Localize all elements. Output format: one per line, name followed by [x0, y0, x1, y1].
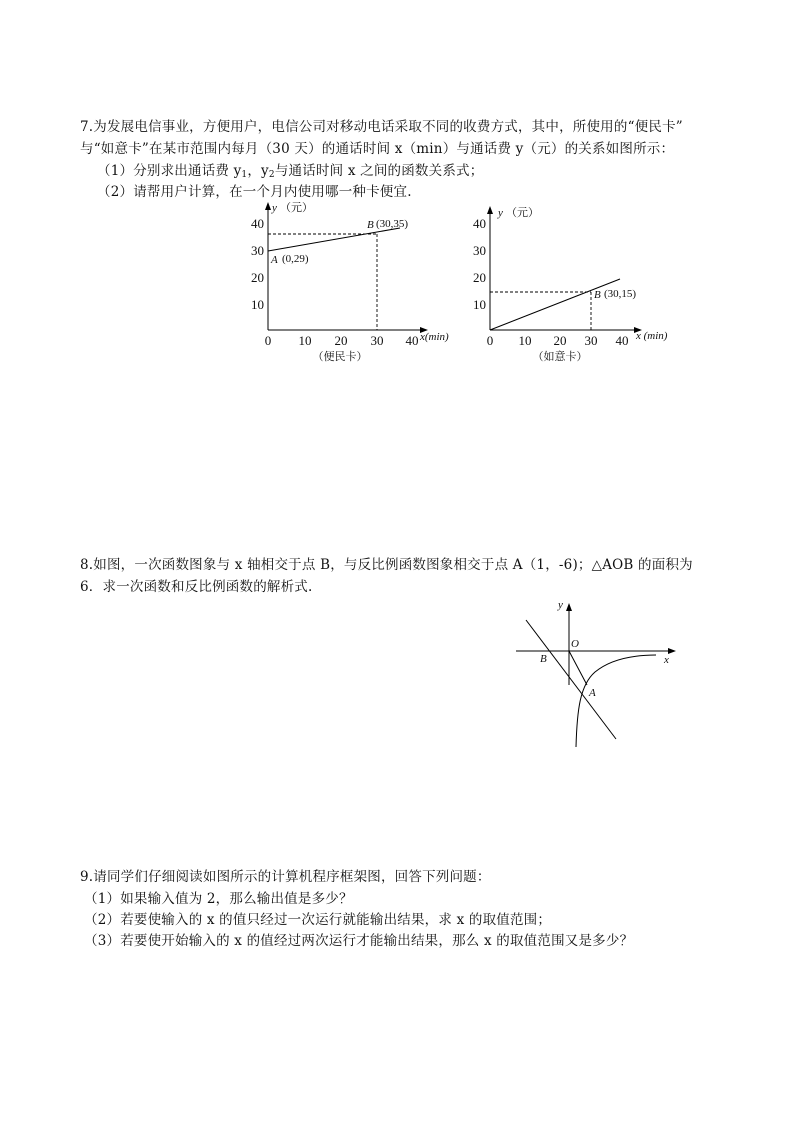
- x-tick: 10: [298, 333, 312, 348]
- q7-text-line2: 与“如意卡”在某市范围内每月（30 天）的通话时间 x（min）与通话费 y（元）的关系如图所示：: [80, 141, 675, 157]
- y-tick: 30: [251, 243, 264, 258]
- y-axis-label: y: [498, 207, 503, 219]
- y-tick: 10: [251, 297, 264, 312]
- y-tick: 10: [473, 297, 486, 312]
- point-a-coord: (0,29): [282, 253, 309, 265]
- x-tick: 20: [553, 333, 567, 348]
- y-tick: 40: [473, 216, 486, 231]
- x-tick: 40: [405, 333, 419, 348]
- x-tick: 0: [486, 333, 494, 348]
- y-axis-unit: （元）: [280, 202, 313, 214]
- graph-caption: （如意卡）: [532, 351, 588, 363]
- graph-caption: （便民卡）: [312, 351, 368, 363]
- q9-sub1: （1）如果输入值为 2，那么输出值是多少？: [84, 891, 353, 907]
- x-tick: 30: [584, 333, 598, 348]
- q7-graph-bianminka: [240, 198, 470, 370]
- x-tick: 0: [264, 333, 272, 348]
- point-b-label: B: [594, 289, 601, 301]
- point-a-label: A: [589, 687, 596, 699]
- y-tick: 40: [251, 216, 264, 231]
- point-a-label: A: [271, 254, 278, 266]
- q7-text-line1: 7.为发展电信事业，方便用户，电信公司对移动电话采取不同的收费方式，其中，所使用的“便民卡”: [80, 119, 683, 135]
- x-axis-unit: x (min): [636, 330, 668, 342]
- q9-sub3: （3）若要使开始输入的 x 的值经过两次运行才能输出结果，那么 x 的取值范围又是多少？: [84, 933, 634, 949]
- q9-text-line1: 9.请同学们仔细阅读如图所示的计算机程序框架图，回答下列问题：: [80, 869, 491, 885]
- y-tick: 20: [473, 270, 486, 285]
- y-axis-unit: （元）: [506, 207, 539, 219]
- q7-sub2: （2）请帮用户计算，在一个月内使用哪一种卡便宜.: [97, 184, 412, 200]
- point-b-label: B: [367, 219, 374, 231]
- point-b-coord: (30,15): [604, 288, 637, 300]
- y-axis-label: y: [558, 599, 563, 611]
- y-axis-label: y: [272, 202, 277, 214]
- q8-text-line1: 8.如图，一次函数图象与 x 轴相交于点 B，与反比例函数图象相交于点 A（1，-6)；△AOB 的面积为: [80, 557, 693, 573]
- q9-sub2: （2）若要使输入的 x 的值只经过一次运行就能输出结果，求 x 的取值范围；: [84, 912, 552, 928]
- point-b-coord: (30,35): [376, 218, 409, 230]
- q7-sub1: （1）分别求出通话费 $y_1$，$y_2$与通话时间 x 之间的函数关系式；: [97, 163, 484, 180]
- x-tick: 30: [370, 333, 384, 348]
- q7-graph-ruyika: [462, 198, 692, 370]
- q8-text-line2: 6．求一次函数和反比例函数的解析式.: [80, 579, 313, 595]
- q8-graph: [510, 595, 685, 755]
- x-tick: 10: [518, 333, 532, 348]
- x-tick: 40: [615, 333, 629, 348]
- x-axis-label: x: [664, 654, 669, 666]
- y-tick: 20: [251, 270, 264, 285]
- y-tick: 30: [473, 243, 486, 258]
- x-axis-unit: x(min): [420, 331, 449, 343]
- point-b-label: B: [540, 653, 547, 665]
- origin-label: O: [571, 638, 579, 650]
- x-tick: 20: [334, 333, 348, 348]
